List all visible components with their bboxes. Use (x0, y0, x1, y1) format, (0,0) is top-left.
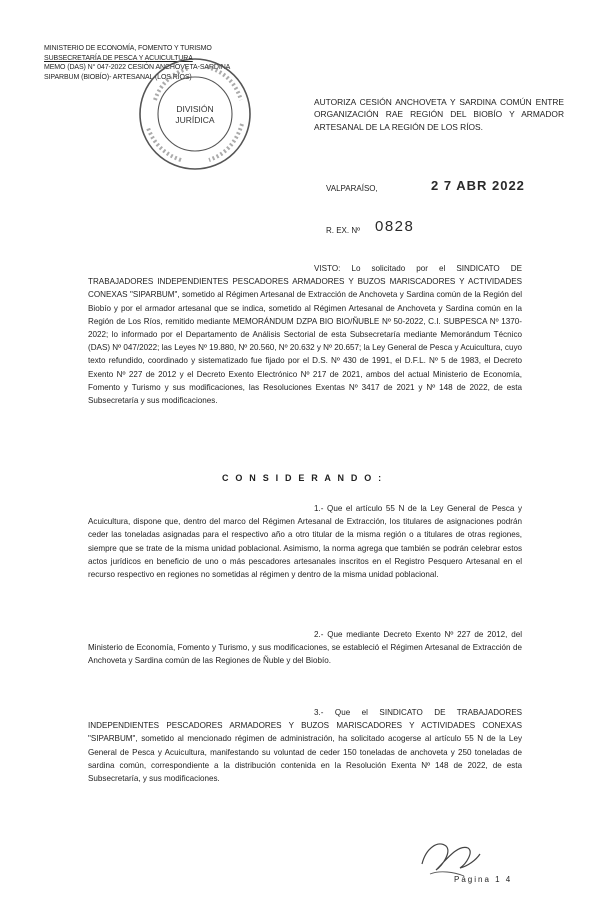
considerando-2 (88, 628, 522, 668)
considerando-heading: C O N S I D E R A N D O : (222, 473, 384, 483)
resolution-date: 2 7 ABR 2022 (431, 178, 525, 193)
place-label: VALPARAÍSO, (326, 184, 378, 193)
considerando-3-text: 3.- Que el SINDICATO DE TRABAJADORES INDEPENDIENTES PESCADORES ARMADORES Y BUZOS MARISCADORES Y ACTIVIDADES CONEXAS "SIPARBUM", sometido al mencionado régimen de administración, ha solicitado acogerse al artículo 55 N de la Ley General de Pesca y Acuicultura, manifestando su voluntad de ceder 150 toneladas de anchoveta y 250 toneladas de sardina común, correspondiente a la distribución contenida en la Resolución Exenta Nº 148 de 2022, de esta Subsecretaría, y sus modificaciones. (88, 708, 522, 784)
memo-reference: MEMO (DAS) N° 047-2022 CESIÓN ANCHOVETA-SARDINA (44, 64, 231, 72)
subsecretaria-name: SUBSECRETARÍA DE PESCA Y ACUICULTURA (44, 54, 193, 62)
organization-reference: SIPARBUM (BIOBÍO)- ARTESANAL (LOS RÍOS) (44, 73, 192, 81)
rex-label: R. EX. Nº (326, 226, 361, 235)
visto-paragraph (88, 262, 522, 407)
division-juridica-stamp-icon (133, 52, 257, 176)
considerando-3 (88, 706, 522, 785)
considerando-1 (88, 502, 522, 581)
resolution-subject: AUTORIZA CESIÓN ANCHOVETA Y SARDINA COMÚN ENTRE ORGANIZACIÓN RAE REGIÓN DEL BIOBÍO Y ARMADOR ARTESANAL DE LA REGIÓN DE LOS RÍOS. (314, 97, 564, 132)
considerando-1-text: 1.- Que el artículo 55 N de la Ley General de Pesca y Acuicultura, dispone que, dentro del marco del Régimen Artesanal de Extracción, los titulares de asignaciones podrán ceder las toneladas asignadas para el respectivo año a otro titular de la misma región o a titulares de otras regiones, siempre que se trate de la misma unidad poblacional. Asimismo, la norma agrega que también se podrán celebrar estos actos jurídicos en beneficio de uno o más pescadores artesanales inscritos en el Registro Pesquero Artesanal en el recurso respectivo en regiones no sometidas al régimen y dentro de la misma unidad poblacional. (88, 504, 522, 580)
considerando-2-text: 2.- Que mediante Decreto Exento Nº 227 de 2012, del Ministerio de Economía, Fomento y Turismo, y sus modificaciones, se estableció el Régimen Artesanal de Extracción de Anchoveta y Sardina común de las Regiones de Ñuble y del Biobío. (88, 630, 522, 666)
stamp-division-text: DIVISIÓN (176, 104, 214, 114)
visto-text: VISTO: Lo solicitado por el SINDICATO DE TRABAJADORES INDEPENDIENTES PESCADORES ARMADORES Y BUZOS MARISCADORES Y ACTIVIDADES CONEXAS "SIPARBUM", sometido al Régimen Artesanal de Extracción de Anchoveta y Sardina común de la Región del Biobío y por el armador artesanal que se indica, sometido al Régimen Artesanal de Anchoveta y Sardina común en la Región de Los Ríos, remitido mediante MEMORÁNDUM DZPA BIO BIO/ÑUBLE Nº 50-2022, C.I. SUBPESCA Nº 1370-2022; lo informado por el Departamento de Análisis Sectorial de esta Subsecretaría mediante Memorándum Técnico (DAS) Nº 047/2022; las Leyes Nº 19.880, Nº 20.560, Nº 20.632 y Nº 20.657; la Ley General de Pesca y Acuicultura, cuyo texto refundido, coordinado y sistematizado fue fijado por el D.S. Nº 430 de 1991, el D.F.L. Nº 5 de 1983, el Decreto Exento Nº 227 de 2012 y el Decreto Exento Electrónico Nº 217 de 2021, ambos del actual Ministerio de Economía, Fomento y Turismo y sus modificaciones, las Resoluciones Exentas Nº 3417 de 2021 y Nº 148 de 2022, de esta Subsecretaría y sus modificaciones. (88, 264, 522, 406)
page-number: Página 1 4 (454, 875, 513, 884)
rex-number: 0828 (375, 218, 415, 235)
ministry-name: MINISTERIO DE ECONOMÍA, FOMENTO Y TURISMO (44, 45, 212, 52)
stamp-juridica-text: JURÍDICA (175, 115, 215, 125)
